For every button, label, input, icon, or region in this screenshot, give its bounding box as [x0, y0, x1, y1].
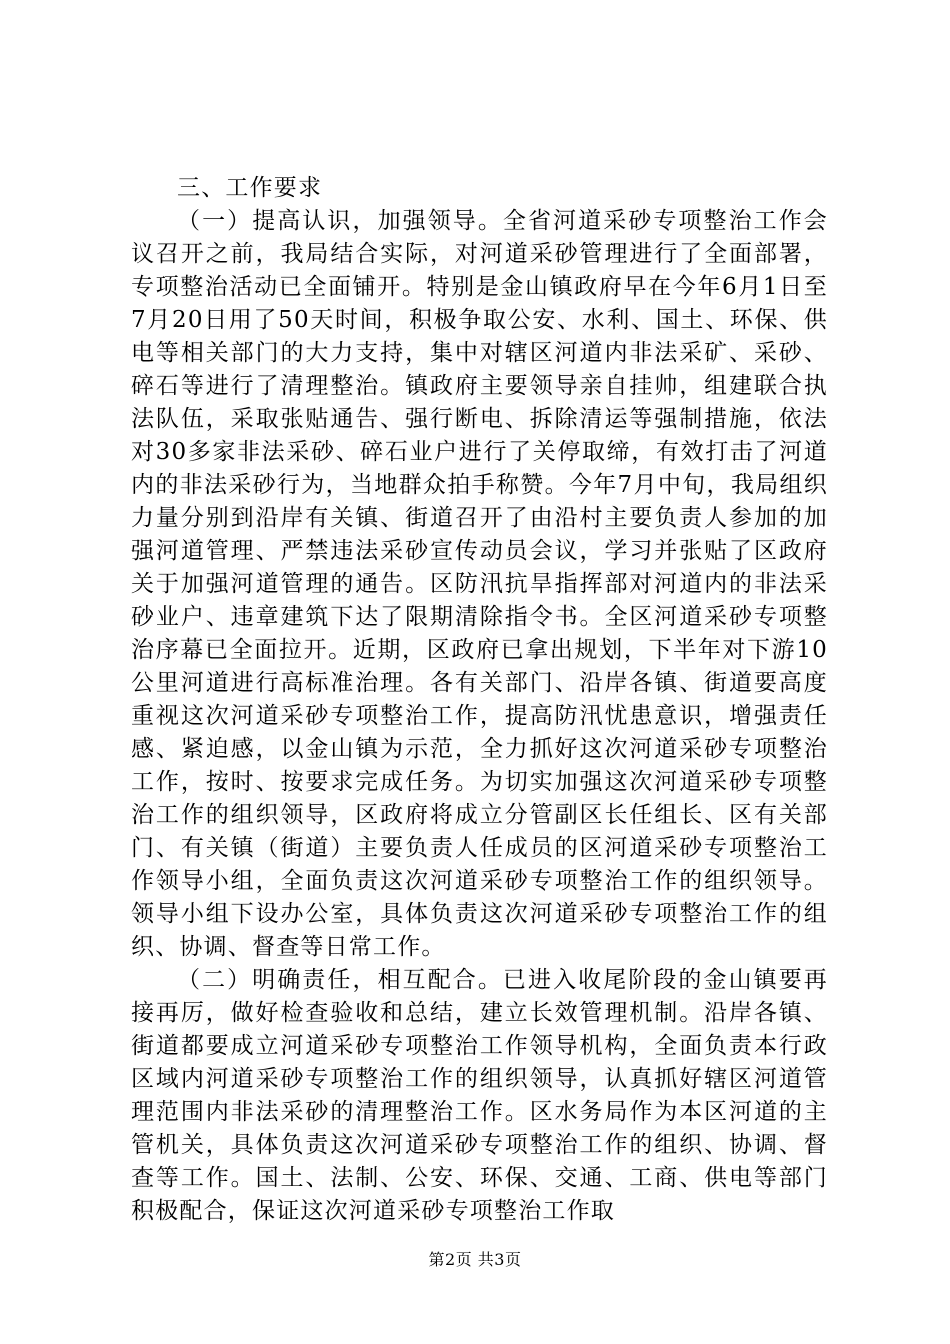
- page-footer: 第2页 共3页: [428, 1250, 522, 1269]
- paragraph-1: （一）提高认识，加强领导。全省河道采砂专项整治工作会议召开之前，我局结合实际，对河道采砂管理进行了全面部署，专项整治活动已全面铺开。特别是金山镇政府早在今年6月1日至7月20日用了50天时间，积极争取公安、水利、国土、环保、供电等相关部门的大力支持，集中对辖区河道内非法采矿、采砂、碎石等进行了清理整治。镇政府主要领导亲自挂帅，组建联合执法队伍，采取张贴通告、强行断电、拆除清运等强制措施，依法对30多家非法采砂、碎石业户进行了关停取缔，有效打击了河道内的非法采砂行为，当地群众拍手称赞。今年7月中旬，我局组织力量分别到沿岸有关镇、街道召开了由沿村主要负责人参加的加强河道管理、严禁违法采砂宣传动员会议，学习并张贴了区政府关于加强河道管理的通告。区防汛抗旱指挥部对河道内的非法采砂业户、违章建筑下达了限期清除指令书。全区河道采砂专项整治序幕已全面拉开。近期，区政府已拿出规划，下半年对下游10公里河道进行高标准治理。各有关部门、沿岸各镇、街道要高度重视这次河道采砂专项整治工作，提高防汛忧患意识，增强责任感、紧迫感，以金山镇为示范，全力抓好这次河道采砂专项整治工作，按时、按要求完成任务。为切实加强这次河道采砂专项整治工作的组织领导，区政府将成立分管副区长任组长、区有关部门、有关镇（街道）主要负责人任成员的区河道采砂专项整治工作领导小组，全面负责这次河道采砂专项整治工作的组织领导。领导小组下设办公室，具体负责这次河道采砂专项整治工作的组织、协调、督查等日常工作。: [131, 208, 828, 960]
- document-body: [131, 172, 828, 1228]
- paragraph-2: （二）明确责任，相互配合。已进入收尾阶段的金山镇要再接再厉，做好检查验收和总结，建立长效管理机制。沿岸各镇、街道都要成立河道采砂专项整治工作领导机构，全面负责本行政区域内河道采砂专项整治工作的组织领导，认真抓好辖区河道管理范围内非法采砂的清理整治工作。区水务局作为本区河道的主管机关，具体负责这次河道采砂专项整治工作的组织、协调、督查等工作。国土、法制、公安、环保、交通、工商、供电等部门积极配合，保证这次河道采砂专项整治工作取: [131, 967, 828, 1224]
- section-heading: 三、工作要求: [177, 175, 323, 201]
